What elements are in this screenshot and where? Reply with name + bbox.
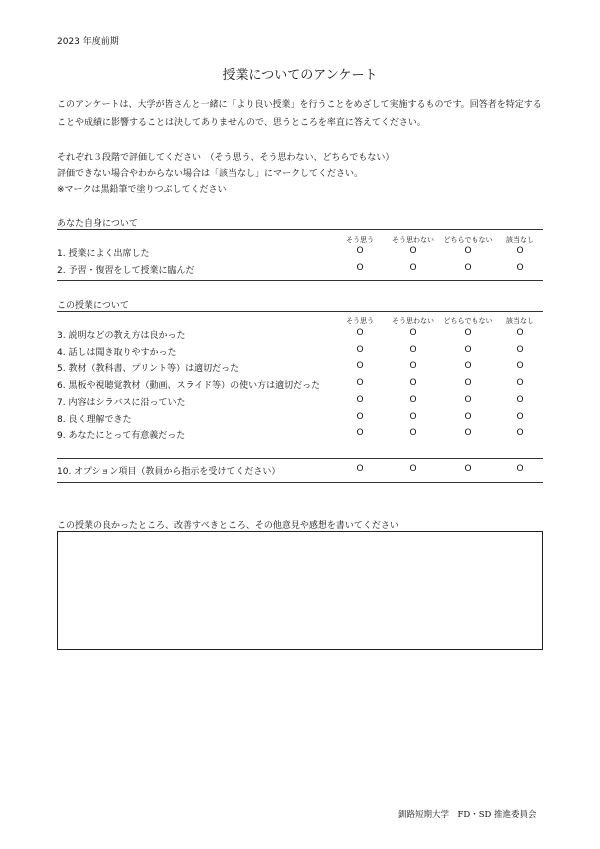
section-title-class: この授業について	[57, 301, 129, 311]
section-divider	[57, 482, 543, 483]
answer-option-circle[interactable]: O	[409, 464, 417, 474]
question-text: 6. 黒板や視聴覚教材（動画、スライド等）の使い方は適切だった	[57, 381, 321, 392]
comment-label: この授業の良かったところ、改善すべきところ、その他意見や感想を書いてください	[57, 521, 399, 531]
instructions	[57, 150, 394, 198]
answer-option-circle[interactable]: O	[356, 262, 364, 273]
answer-option-circle[interactable]: O	[409, 411, 417, 422]
answer-option-circle[interactable]: O	[516, 411, 524, 422]
answer-option-circle[interactable]: O	[356, 246, 364, 256]
answer-option-circle[interactable]: O	[516, 378, 524, 389]
answer-option-circle[interactable]: O	[516, 464, 524, 474]
answer-option-circle[interactable]: O	[464, 246, 472, 256]
question-text: 7. 内容はシラバスに沿っていた	[57, 397, 186, 408]
scale-header: そう思う	[346, 236, 374, 244]
section-divider	[57, 280, 543, 281]
answer-option-circle[interactable]: O	[409, 361, 417, 372]
answer-option-circle[interactable]: O	[409, 328, 417, 338]
answer-option-circle[interactable]: O	[464, 344, 472, 355]
instruction-line: それぞれ３段階で評価してください （そう思う、そう思わない、どちらでもない）	[57, 153, 395, 163]
answer-option-circle[interactable]: O	[356, 344, 364, 355]
answer-option-circle[interactable]: O	[409, 344, 417, 355]
answer-option-circle[interactable]: O	[464, 428, 472, 439]
question-text: 3. 説明などの教え方は良かった	[57, 331, 186, 341]
answer-option-circle[interactable]: O	[409, 428, 417, 439]
footer-organization: 釧路短期大学 FD・SD 推進委員会	[398, 810, 537, 820]
comment-box[interactable]	[57, 531, 543, 650]
scale-header: 該当なし	[506, 317, 534, 325]
section-divider	[57, 458, 543, 459]
section-divider	[57, 229, 543, 230]
scale-header: どちらでもない	[443, 236, 493, 244]
answer-option-circle[interactable]: O	[464, 328, 472, 338]
answer-option-circle[interactable]: O	[356, 464, 364, 474]
answer-option-circle[interactable]: O	[464, 262, 472, 273]
answer-option-circle[interactable]: O	[356, 411, 364, 422]
question-text: 4. 話しは聞き取りやすかった	[57, 347, 177, 358]
answer-option-circle[interactable]: O	[409, 262, 417, 273]
answer-option-circle[interactable]: O	[516, 361, 524, 372]
question-text: 1. 授業によく出席した	[57, 249, 150, 259]
survey-term: 2023 年度前期	[57, 37, 119, 47]
answer-option-circle[interactable]: O	[409, 246, 417, 256]
answer-option-circle[interactable]: O	[356, 361, 364, 372]
section-title-self: あなた自身について	[57, 219, 138, 229]
answer-option-circle[interactable]: O	[464, 361, 472, 372]
answer-option-circle[interactable]: O	[516, 344, 524, 355]
answer-option-circle[interactable]: O	[409, 394, 417, 405]
answer-option-circle[interactable]: O	[356, 328, 364, 338]
question-text: 9. あなたにとって有意義だった	[57, 431, 186, 442]
answer-option-circle[interactable]: O	[464, 464, 472, 474]
answer-option-circle[interactable]: O	[464, 378, 472, 389]
answer-option-circle[interactable]: O	[516, 246, 524, 256]
answer-option-circle[interactable]: O	[516, 394, 524, 405]
scale-header: そう思わない	[392, 236, 434, 244]
answer-option-circle[interactable]: O	[516, 428, 524, 439]
answer-option-circle[interactable]: O	[464, 411, 472, 422]
answer-option-circle[interactable]: O	[356, 394, 364, 405]
instruction-line: ※マークは黒鉛筆で塗りつぶしてください	[57, 185, 227, 195]
answer-option-circle[interactable]: O	[409, 378, 417, 389]
intro-text: このアンケートは、大学が皆さんと一緒に「より良い授業」を行うことをめざして実施するものです。回答者を特定することや成績に影響することは決してありませんので、思うところを率直に答えてください。	[57, 100, 542, 128]
question-text: 8. 良く理解できた	[57, 414, 132, 425]
answer-option-circle[interactable]: O	[516, 328, 524, 338]
scale-header: そう思う	[346, 317, 374, 325]
question-text: 10. オプション項目（教員から指示を受けてください）	[57, 467, 281, 477]
answer-option-circle[interactable]: O	[464, 394, 472, 405]
answer-option-circle[interactable]: O	[516, 262, 524, 273]
question-text: 2. 予習・復習をして授業に臨んだ	[57, 265, 195, 276]
instruction-line: 評価できない場合やわからない場合は「該当なし」にマークしてください。	[57, 169, 364, 179]
scale-header: 該当なし	[506, 236, 534, 244]
section-divider	[57, 311, 543, 312]
answer-option-circle[interactable]: O	[356, 378, 364, 389]
scale-header: どちらでもない	[443, 317, 493, 325]
page-title: 授業についてのアンケート	[222, 68, 378, 83]
question-text: 5. 教材（教科書、プリント等）は適切だった	[57, 364, 240, 375]
answer-option-circle[interactable]: O	[356, 428, 364, 439]
scale-header: そう思わない	[392, 317, 434, 325]
